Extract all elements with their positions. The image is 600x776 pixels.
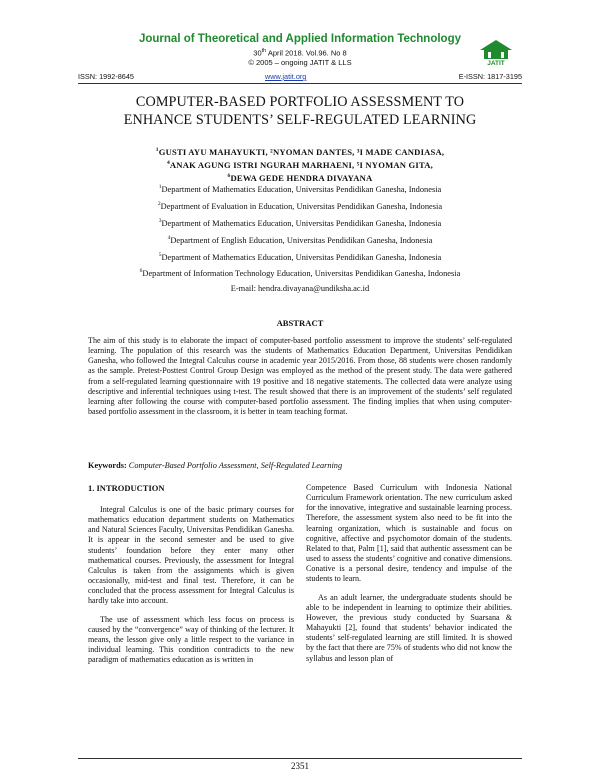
authors-line3-text: DEWA GEDE HENDRA DIVAYANA — [230, 172, 373, 183]
paper-title-line1: COMPUTER-BASED PORTFOLIO ASSESSMENT TO — [135, 94, 465, 110]
affiliation-num: 2 — [157, 201, 161, 207]
paper-title — [70, 93, 530, 129]
paragraph: As an adult learner, the undergraduate students should be able to be independent in learning to optimize their abilities. However, the previous study conducted by Suarsana & Mahayukti [2], found that students’ behavior indicated the students’ self-regulated learning are still limited. It is showed by the fact that there are 75% of students who did not know the syllabus and lesson plan of — [306, 592, 512, 663]
issn: ISSN: 1992-8645 — [78, 72, 134, 81]
page-number: 2351 — [291, 761, 309, 771]
issue-rest: April 2018. Vol.96. No 8 — [266, 48, 347, 58]
authors-line2-text: ANAK AGUNG ISTRI NGURAH MARHAENI, ⁵I NYOMAN GITA, — [169, 159, 434, 170]
affiliation-text: Department of Information Technology Education, Universitas Pendidikan Ganesha, Indonesia — [142, 268, 461, 278]
author-prefix: 1 — [155, 147, 159, 153]
affiliation-text: Department of English Education, Universitas Pendidikan Ganesha, Indonesia — [170, 235, 433, 245]
affiliation-num: 1 — [158, 184, 162, 190]
jatit-logo — [478, 36, 514, 66]
affiliation-num: 6 — [139, 268, 143, 274]
affiliation-2 — [60, 199, 540, 212]
abstract-heading: ABSTRACT — [276, 318, 324, 328]
keywords-label: Keywords: — [88, 461, 127, 470]
authors-line2 — [70, 158, 530, 171]
affiliation-text: Department of Mathematics Education, Universitas Pendidikan Ganesha, Indonesia — [161, 252, 442, 262]
website-link[interactable]: www.jatit.org — [265, 72, 307, 81]
journal-title: Journal of Theoretical and Applied Information Technology — [138, 33, 462, 45]
section-heading-introduction: 1. INTRODUCTION — [88, 483, 165, 493]
affiliation-num: 4 — [167, 235, 171, 241]
keywords-text: Computer-Based Portfolio Assessment, Self-Regulated Learning — [126, 461, 343, 470]
author-list — [70, 145, 530, 184]
affiliation-6 — [60, 266, 540, 279]
header-divider — [78, 83, 522, 84]
right-column — [306, 483, 512, 672]
logo-body-shape — [484, 50, 508, 59]
paragraph: The use of assessment which less focus on process is caused by the “convergence” way of thinking of the lecturer. It means, the lesson give only a little respect to the variance in individual learning. This condition contradicts to the new paradigm of mathematics education as is written in — [88, 614, 294, 665]
paragraph: Integral Calculus is one of the basic primary courses for mathematics education department students on Mathematics and Natural Sciences Faculty, Universitas Pendidikan Ganesha. It is appear in the second semester and be used to give students’ foundation before they enter many other mathematical courses. Previously, the assessment for Integral Calculus is taken from the assignments which is given occasionally, mid-test and final test. Therefore, it can be concluded that the process assessment for Integral Calculus is hardly take into account. — [88, 505, 294, 606]
issue-day-suffix: th — [261, 48, 267, 54]
affiliation-1 — [60, 182, 540, 195]
abstract-text: The aim of this study is to elaborate the impact of computer-based portfolio assessment to improve the students’ self-regulated learning. The population of this research was the students of Mathematics Education Department, Universitas Pendidikan Ganesha, who followed the Integral Calculus course in academic year 2015/2016. From those, 88 students were chosen randomly as the sample. Pretest-Posttest Control Group Design was employed as the method of the present study. The data were gathered from a self-regulated learning questionnaire with 19 positive and 18 negative statements. The collected data were analyze using descriptive and inferential techniques using t-test. The result showed that there is an improvement of the students’ self regulated learning after following the course with computer-based portfolio assessment. The finding implies that when using computer-based portfolio assessment in the classroom, it is better in team teaching format. — [88, 336, 512, 417]
author-prefix: 4 — [166, 159, 170, 166]
affiliation-5 — [60, 250, 540, 263]
affiliation-num: 3 — [158, 218, 162, 224]
logo-roof-shape — [480, 40, 512, 50]
authors-line1 — [70, 145, 530, 158]
affiliation-text: Department of Mathematics Education, Universitas Pendidikan Ganesha, Indonesia — [161, 218, 442, 228]
eissn: E-ISSN: 1817-3195 — [458, 72, 522, 81]
authors-line1-text: GUSTI AYU MAHAYUKTI, ²NYOMAN DANTES, ³I MADE CANDIASA, — [158, 146, 445, 157]
logo-window-shape — [488, 52, 491, 58]
affiliation-num: 5 — [158, 252, 162, 258]
author-prefix: 6 — [227, 172, 231, 179]
keywords — [88, 461, 512, 470]
affiliation-3 — [60, 216, 540, 229]
affiliation-text: Department of Evaluation in Education, Universitas Pendidikan Ganesha, Indonesia — [160, 201, 443, 211]
author-email: E-mail: hendra.divayana@undiksha.ac.id — [230, 284, 370, 293]
paragraph: Competence Based Curriculum with Indonesia National Curriculum Framework orientation. The new curriculum asked for the innovative, integrative and sustainable learning process. Therefore, the assessment system also need to be fit into the learning organization, which is sustainable and focus on cognitive, affective and psychomotor domain of the students. Related to that, Palm [1], said that authentic assessment can be used to assess the students’ cognitive and conative dimensions. Conative is a personal desire, tendency and impulse of the students to learn. — [306, 483, 512, 584]
issue-day: 30 — [253, 48, 262, 58]
left-column — [88, 505, 294, 673]
affiliation-4 — [60, 233, 540, 246]
logo-window-shape — [501, 52, 504, 58]
footer-divider — [78, 758, 522, 759]
logo-text: JATIT — [487, 60, 505, 66]
affiliation-text: Department of Mathematics Education, Universitas Pendidikan Ganesha, Indonesia — [161, 184, 442, 194]
copyright-line: © 2005 – ongoing JATIT & LLS — [248, 58, 352, 67]
paper-title-line2: ENHANCE STUDENTS’ SELF-REGULATED LEARNING — [123, 112, 477, 128]
